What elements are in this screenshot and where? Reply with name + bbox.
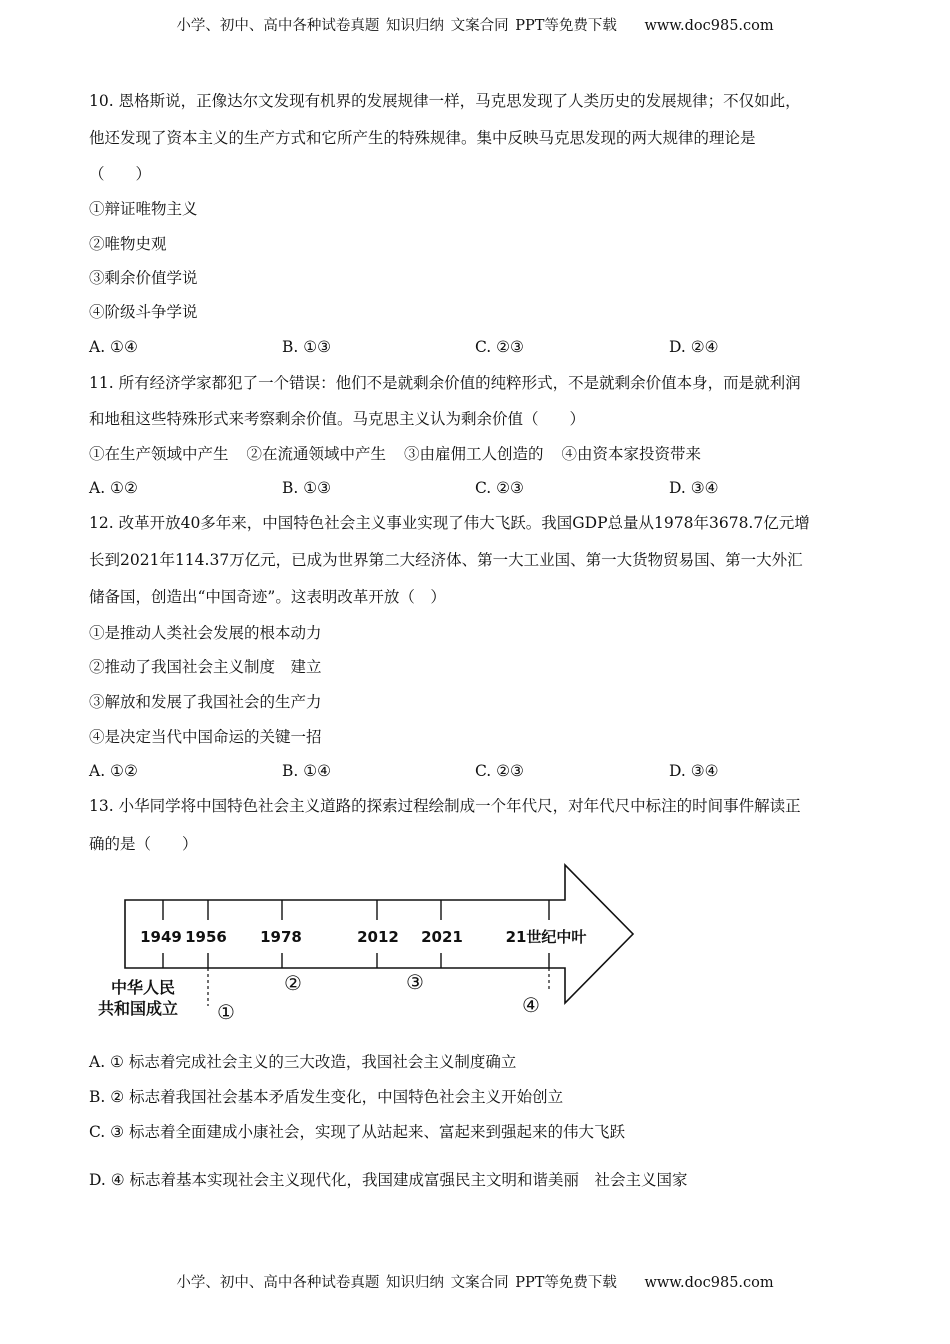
marker-2: ②	[284, 971, 302, 995]
q11-item: ①在生产领域中产生	[89, 445, 229, 463]
q12-stem-line: 储备国，创造出“中国奇迹”。这表明改革开放（ ）	[89, 588, 446, 606]
q10-stem-line: 10. 恩格斯说，正像达尔文发现有机界的发展规律一样，马克思发现了人类历史的发展规律；不仅如此，	[89, 92, 801, 110]
q10-item: ④阶级斗争学说	[89, 303, 198, 321]
q12-options	[89, 761, 869, 781]
founding-label: 中华人民	[110, 978, 176, 997]
q13-option-a[interactable]: A. ① 标志着完成社会主义的三大改造，我国社会主义制度确立	[89, 1053, 517, 1071]
q11-option-d[interactable]: D. ③④	[669, 479, 719, 497]
q12-item: ④是决定当代中国命运的关键一招	[89, 728, 322, 746]
q10-options	[89, 337, 869, 357]
year-1956: 1956	[185, 928, 227, 946]
q12-option-d[interactable]: D. ③④	[669, 762, 719, 780]
q12-option-a[interactable]: A. ①②	[89, 762, 138, 780]
q12-option-c[interactable]: C. ②③	[475, 762, 524, 780]
year-2021: 2021	[421, 928, 463, 946]
founding-label: 共和国成立	[97, 999, 179, 1018]
q10-item: ②唯物史观	[89, 235, 167, 253]
q11-option-a[interactable]: A. ①②	[89, 479, 138, 497]
q11-stem-line: 和地租这些特殊形式来考察剩余价值。马克思主义认为剩余价值（ ）	[89, 410, 586, 428]
q11-option-b[interactable]: B. ①③	[282, 479, 332, 497]
marker-1: ①	[217, 1000, 235, 1024]
q11-item: ③由雇佣工人创造的	[404, 445, 544, 463]
q11-item: ④由资本家投资带来	[561, 445, 702, 463]
q13-stem-line: 确的是（ ）	[89, 835, 198, 853]
q10-option-a[interactable]: A. ①④	[89, 338, 138, 356]
year-2012: 2012	[357, 928, 399, 946]
year-1949: 1949	[140, 928, 182, 946]
marker-4: ④	[522, 993, 540, 1017]
header-text: 文案合同	[450, 18, 509, 34]
q11-item: ②在流通领域中产生	[246, 445, 387, 463]
page-header	[0, 14, 950, 35]
q10-answer-blank: （ ）	[89, 165, 152, 183]
q11-options	[89, 478, 869, 498]
header-url[interactable]: www.doc985.com	[644, 18, 774, 34]
q10-option-c[interactable]: C. ②③	[475, 338, 524, 356]
footer-text: 知识归纳	[385, 1275, 444, 1291]
q13-option-d[interactable]: D. ④ 标志着基本实现社会主义现代化，我国建成富强民主文明和谐美丽 社会主义国家	[89, 1171, 688, 1189]
footer-text: PPT等免费下载	[515, 1275, 617, 1291]
q10-item: ③剩余价值学说	[89, 269, 198, 287]
q13-option-c[interactable]: C. ③ 标志着全面建成小康社会，实现了从站起来、富起来到强起来的伟大飞跃	[89, 1123, 625, 1141]
q12-stem-line: 长到2021年114.37万亿元，已成为世界第二大经济体、第一大工业国、第一大货物贸易国、第一大外汇	[89, 551, 803, 569]
q12-item: ③解放和发展了我国社会的生产力	[89, 693, 322, 711]
q10-option-b[interactable]: B. ①③	[282, 338, 332, 356]
q13-option-b[interactable]: B. ② 标志着我国社会基本矛盾发生变化，中国特色社会主义开始创立	[89, 1088, 564, 1106]
year-1978: 1978	[260, 928, 302, 946]
q13-stem-line: 13. 小华同学将中国特色社会主义道路的探索过程绘制成一个年代尺，对年代尺中标注的时间事件解读正	[89, 797, 801, 815]
q12-item: ②推动了我国社会主义制度 建立	[89, 658, 322, 676]
marker-3: ③	[406, 970, 424, 994]
q10-option-d[interactable]: D. ②④	[669, 338, 719, 356]
footer-text: 小学、初中、高中各种试卷真题	[176, 1275, 380, 1291]
header-text: 知识归纳	[385, 18, 444, 34]
q11-option-c[interactable]: C. ②③	[475, 479, 524, 497]
timeline-figure	[90, 860, 650, 1030]
q11-stem-line: 11. 所有经济学家都犯了一个错误：他们不是就剩余价值的纯粹形式，不是就剩余价值本身，而是就利润	[89, 374, 801, 392]
q10-item: ①辩证唯物主义	[89, 200, 198, 218]
q12-stem-line: 12. 改革开放40多年来，中国特色社会主义事业实现了伟大飞跃。我国GDP总量从1978年3678.7亿元增	[89, 514, 810, 532]
q10-stem-line: 他还发现了资本主义的生产方式和它所产生的特殊规律。集中反映马克思发现的两大规律的理论是	[89, 129, 756, 147]
header-text: 小学、初中、高中各种试卷真题	[176, 18, 380, 34]
footer-url[interactable]: www.doc985.com	[644, 1275, 774, 1291]
q12-item: ①是推动人类社会发展的根本动力	[89, 624, 322, 642]
header-text: PPT等免费下载	[515, 18, 617, 34]
year-mid-century: 21世纪中叶	[505, 928, 587, 946]
q11-items	[89, 444, 719, 464]
page-footer	[0, 1271, 950, 1292]
q12-option-b[interactable]: B. ①④	[282, 762, 332, 780]
footer-text: 文案合同	[450, 1275, 509, 1291]
